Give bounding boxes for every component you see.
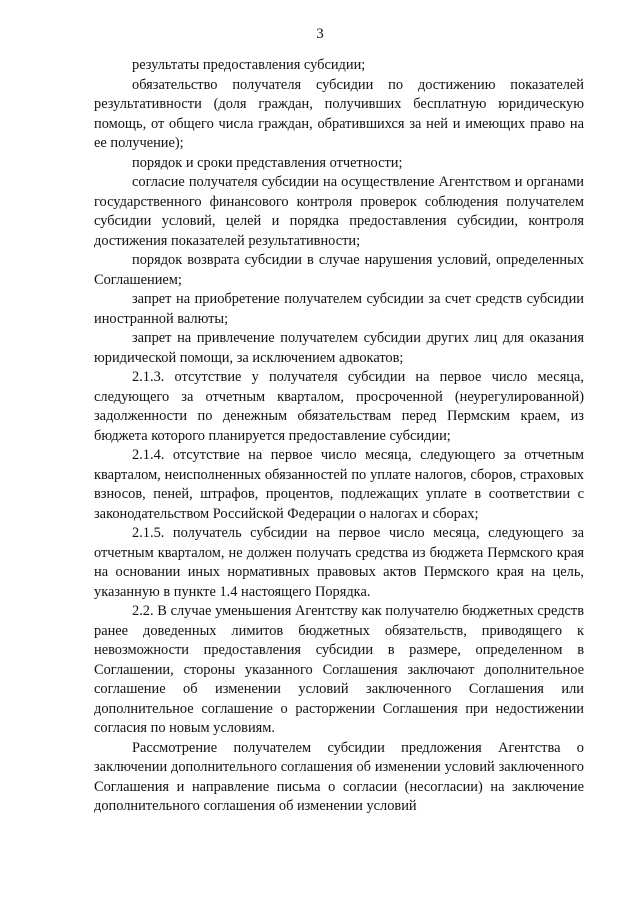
paragraph: обязательство получателя субсидии по достижению показателей результативности (доля граждан, получивших бесплатную юридическую помощь, от общего числа граждан, обратившихся за ней и имеющих право на ее получение); <box>94 76 584 151</box>
document-body <box>94 56 584 817</box>
paragraph: Рассмотрение получателем субсидии предложения Агентства о заключении дополнительного соглашения об изменении условий заключенного Соглашения и направление письма о согласии (несогласии) на заключение дополнительного соглашения об изменении условий <box>94 739 584 814</box>
paragraph: 2.1.3. отсутствие у получателя субсидии на первое число месяца, следующего за отчетным кварталом, просроченной (неурегулированной) задолженности по денежным обязательствам перед Пермским краем, из бюджета которого планируется предоставление субсидии; <box>94 369 584 444</box>
paragraph: 2.1.5. получатель субсидии на первое число месяца, следующего за отчетным кварталом, не должен получать средства из бюджета Пермского края на основании иных нормативных правовых актов Пермского края на цель, указанную в пункте 1.4 настоящего Порядка. <box>94 525 584 600</box>
page-number: 3 <box>316 26 324 42</box>
paragraph: 2.1.4. отсутствие на первое число месяца, следующего за отчетным кварталом, неисполненных обязанностей по уплате налогов, сборов, страховых взносов, пеней, штрафов, процентов, подлежащих уплате в соответствии с законодательством Российской Федерации о налогах и сборах; <box>94 447 584 522</box>
paragraph: 2.2. В случае уменьшения Агентству как получателю бюджетных средств ранее доведенных лимитов бюджетных обязательств, приводящего к невозможности предоставления субсидии в размере, определенном в Соглашении, стороны указанного Соглашения заключают дополнительное соглашение об изменении условий заключенного Соглашения или дополнительное соглашение о расторжении Соглашения при недостижении согласия по новым условиям. <box>94 603 584 736</box>
paragraph: согласие получателя субсидии на осуществление Агентством и органами государственного финансового контроля проверок соблюдения получателем субсидии условий, целей и порядка предоставления субсидии, контроля достижения показателей результативности; <box>94 174 584 249</box>
paragraph: порядок и сроки представления отчетности; <box>132 154 403 171</box>
paragraph: результаты предоставления субсидии; <box>132 57 366 73</box>
paragraph: порядок возврата субсидии в случае нарушения условий, определенных Соглашением; <box>94 252 584 288</box>
paragraph: запрет на привлечение получателем субсидии других лиц для оказания юридической помощи, за исключением адвокатов; <box>94 330 584 366</box>
paragraph: запрет на приобретение получателем субсидии за счет средств субсидии иностранной валюты; <box>94 291 584 327</box>
